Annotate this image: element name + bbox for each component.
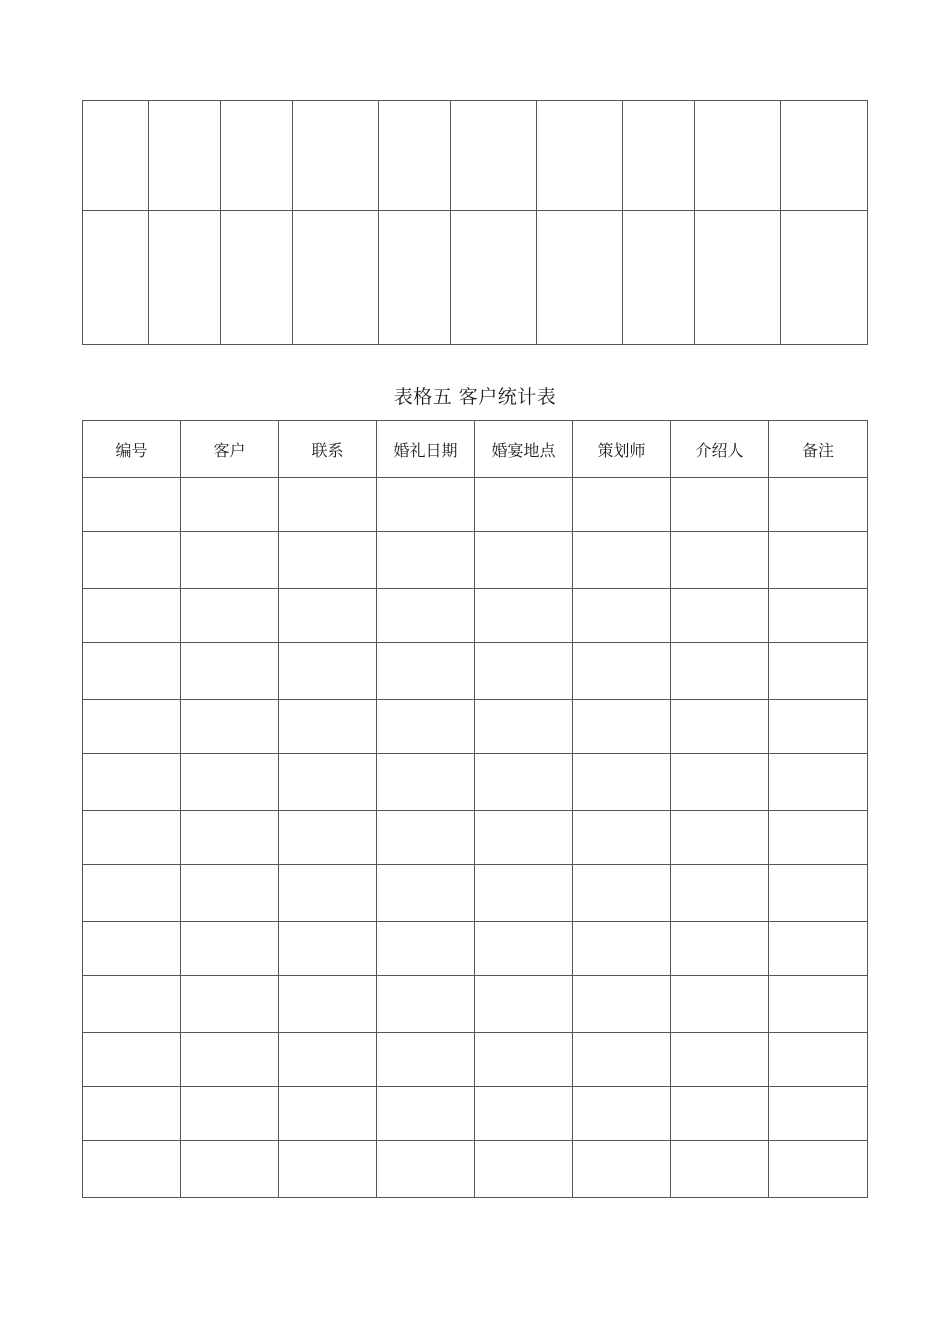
table-cell: [379, 101, 451, 211]
table-cell: [573, 976, 671, 1033]
table-header-row: [83, 421, 868, 478]
table-cell: [769, 589, 868, 643]
table-cell: [83, 865, 181, 922]
table-cell: [279, 1141, 377, 1198]
table-cell: [475, 1087, 573, 1141]
table-row: [83, 643, 868, 700]
table-cell: [377, 700, 475, 754]
table-cell: [377, 643, 475, 700]
table-cell: [181, 700, 279, 754]
table-row: [83, 700, 868, 754]
table-cell: [769, 700, 868, 754]
table-cell: [475, 589, 573, 643]
table-cell: [475, 700, 573, 754]
table-cell: [83, 1141, 181, 1198]
table-cell: [769, 811, 868, 865]
table-cell: [475, 811, 573, 865]
table-cell: [769, 754, 868, 811]
table-cell: [83, 922, 181, 976]
table-cell: [181, 865, 279, 922]
table-cell: [671, 865, 769, 922]
table-row: [83, 754, 868, 811]
table-cell: [573, 700, 671, 754]
table-cell: [475, 1141, 573, 1198]
column-header-id: 编号: [83, 421, 181, 478]
table-cell: [769, 643, 868, 700]
table-cell: [671, 1141, 769, 1198]
table-cell: [279, 811, 377, 865]
table-cell: [573, 532, 671, 589]
table-cell: [377, 1087, 475, 1141]
table-cell: [769, 976, 868, 1033]
table-row: [83, 811, 868, 865]
table-cell: [181, 478, 279, 532]
table-cell: [181, 1087, 279, 1141]
table-cell: [181, 589, 279, 643]
table-cell: [279, 478, 377, 532]
table-cell: [293, 101, 379, 211]
table-cell: [695, 101, 781, 211]
table-cell: [769, 532, 868, 589]
table-cell: [377, 922, 475, 976]
table-cell: [377, 1033, 475, 1087]
table-cell: [671, 589, 769, 643]
table-cell: [279, 754, 377, 811]
table-row: [83, 1033, 868, 1087]
table-cell: [149, 211, 221, 345]
table-row: [83, 211, 868, 345]
table-cell: [671, 700, 769, 754]
table-cell: [181, 532, 279, 589]
table-cell: [181, 976, 279, 1033]
column-header-referrer: 介绍人: [671, 421, 769, 478]
table-cell: [181, 643, 279, 700]
table-cell: [377, 976, 475, 1033]
table-cell: [671, 643, 769, 700]
table-cell: [475, 478, 573, 532]
table-cell: [573, 478, 671, 532]
table-cell: [475, 1033, 573, 1087]
table-cell: [769, 1141, 868, 1198]
table-cell: [671, 976, 769, 1033]
table-caption: 表格五 客户统计表: [393, 386, 557, 408]
table-cell: [769, 1033, 868, 1087]
table-cell: [695, 211, 781, 345]
table-cell: [377, 811, 475, 865]
table-row: [83, 922, 868, 976]
table-cell: [573, 589, 671, 643]
table-cell: [769, 478, 868, 532]
table-row: [83, 976, 868, 1033]
column-header-contact: 联系: [279, 421, 377, 478]
table-row: [83, 101, 868, 211]
table-cell: [181, 922, 279, 976]
column-header-notes: 备注: [769, 421, 868, 478]
table-cell: [379, 211, 451, 345]
table-cell: [451, 211, 537, 345]
table-row: [83, 1087, 868, 1141]
table-cell: [671, 922, 769, 976]
table-cell: [83, 643, 181, 700]
table-cell: [451, 101, 537, 211]
table-cell: [537, 101, 623, 211]
table-cell: [279, 1033, 377, 1087]
table-cell: [671, 1033, 769, 1087]
column-header-wedding-date: 婚礼日期: [377, 421, 475, 478]
table-cell: [475, 922, 573, 976]
table-cell: [573, 1087, 671, 1141]
table-cell: [573, 811, 671, 865]
table-cell: [671, 1087, 769, 1141]
table-cell: [475, 532, 573, 589]
table-cell: [149, 101, 221, 211]
table-cell: [769, 1087, 868, 1141]
table-cell: [83, 532, 181, 589]
table-cell: [279, 700, 377, 754]
table-cell: [221, 101, 293, 211]
table-row: [83, 865, 868, 922]
table-cell: [475, 865, 573, 922]
table-cell: [781, 101, 868, 211]
table-cell: [377, 478, 475, 532]
table-cell: [377, 865, 475, 922]
table-cell: [671, 532, 769, 589]
table-cell: [537, 211, 623, 345]
table-cell: [293, 211, 379, 345]
table-cell: [475, 754, 573, 811]
table-cell: [181, 1033, 279, 1087]
table-cell: [671, 754, 769, 811]
table-cell: [671, 811, 769, 865]
table-cell: [83, 811, 181, 865]
table-cell: [221, 211, 293, 345]
table-cell: [377, 532, 475, 589]
column-header-banquet-venue: 婚宴地点: [475, 421, 573, 478]
table-cell: [83, 700, 181, 754]
table-cell: [83, 754, 181, 811]
table-row: [83, 478, 868, 532]
table-cell: [83, 1087, 181, 1141]
table-cell: [279, 865, 377, 922]
column-header-planner: 策划师: [573, 421, 671, 478]
table-cell: [573, 1141, 671, 1198]
table-cell: [279, 922, 377, 976]
table-cell: [769, 865, 868, 922]
table-cell: [475, 976, 573, 1033]
table-cell: [83, 589, 181, 643]
table-cell: [181, 1141, 279, 1198]
table-row: [83, 589, 868, 643]
table-cell: [181, 754, 279, 811]
table-cell: [377, 754, 475, 811]
table-cell: [83, 976, 181, 1033]
table-cell: [181, 811, 279, 865]
table-row: [83, 532, 868, 589]
table-cell: [377, 1141, 475, 1198]
table-cell: [573, 643, 671, 700]
previous-table-continuation: [82, 100, 868, 345]
table-cell: [83, 478, 181, 532]
column-header-customer: 客户: [181, 421, 279, 478]
table-cell: [279, 643, 377, 700]
table-cell: [623, 101, 695, 211]
table-cell: [83, 211, 149, 345]
table-cell: [83, 1033, 181, 1087]
customer-statistics-table: [82, 420, 868, 1198]
table-cell: [623, 211, 695, 345]
table-cell: [573, 754, 671, 811]
table-row: [83, 1141, 868, 1198]
table-cell: [377, 589, 475, 643]
table-cell: [279, 1087, 377, 1141]
table-cell: [671, 478, 769, 532]
table-cell: [769, 922, 868, 976]
table-cell: [83, 101, 149, 211]
table-cell: [573, 1033, 671, 1087]
table-cell: [781, 211, 868, 345]
table-cell: [279, 532, 377, 589]
table-cell: [573, 865, 671, 922]
table-cell: [475, 643, 573, 700]
table-cell: [279, 976, 377, 1033]
table-cell: [573, 922, 671, 976]
table-cell: [279, 589, 377, 643]
